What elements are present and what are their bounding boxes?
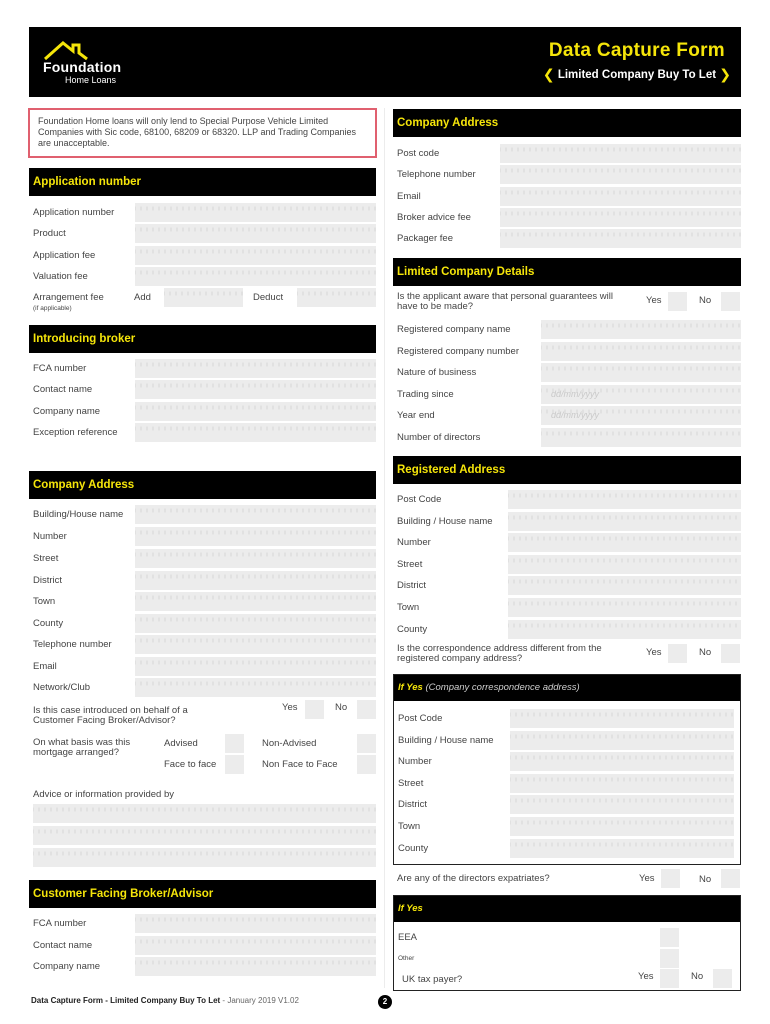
form-row xyxy=(394,817,740,837)
form-row xyxy=(393,320,741,340)
advice-label-row xyxy=(29,785,376,805)
form-row xyxy=(393,363,741,383)
email-input[interactable] xyxy=(135,657,376,676)
heading-note: (Company correspondence address) xyxy=(425,682,580,693)
county-input[interactable] xyxy=(135,614,376,633)
field-label: County xyxy=(398,843,429,854)
form-row xyxy=(393,144,741,164)
non-advised-checkbox[interactable] xyxy=(357,734,376,753)
form-row-application-fee xyxy=(29,246,376,266)
field-label: Year end xyxy=(397,410,435,421)
yes-label: Yes xyxy=(282,702,298,713)
page-subtitle xyxy=(543,66,731,83)
cfb-contact-input[interactable] xyxy=(135,936,376,955)
form-row xyxy=(393,342,741,362)
form-row-fca xyxy=(29,359,376,379)
nature-of-business-input[interactable] xyxy=(541,363,741,382)
question-label: On what basis was this mortgage arranged? xyxy=(33,737,131,758)
field-label: Post Code xyxy=(397,494,442,505)
town-input[interactable] xyxy=(135,592,376,611)
field-label: Exception reference xyxy=(33,427,118,438)
question-label: Is this case introduced on behalf of a Customer Facing Broker/Advisor? xyxy=(33,705,188,726)
expat-detail-panel xyxy=(393,895,741,991)
exception-reference-input[interactable] xyxy=(135,423,376,442)
arrangement-fee-deduct-input[interactable] xyxy=(297,288,376,307)
reg-county-input[interactable] xyxy=(508,620,741,639)
uk-tax-no-checkbox[interactable] xyxy=(713,969,732,988)
trading-since-input[interactable] xyxy=(541,385,741,404)
field-label: Number xyxy=(33,531,67,542)
field-label: Arrangement fee xyxy=(33,292,104,303)
eligibility-notice: Foundation Home loans will only lend to Special Purpose Vehicle Limited Companies with Sic code, 68100, 68209 or 68320. LLP and Trading Companies are unacceptable. xyxy=(28,108,377,158)
form-row xyxy=(29,571,376,591)
company-number-input[interactable] xyxy=(541,342,741,361)
brand-name: Foundation xyxy=(43,59,122,75)
uk-tax-label: UK tax payer? xyxy=(402,974,463,985)
advice-line-2-input[interactable] xyxy=(33,826,376,845)
chevron-left-icon: ❮ xyxy=(542,66,555,82)
field-label: Contact name xyxy=(33,384,93,395)
section-heading-company-address-right: Company Address xyxy=(393,109,741,137)
number-input[interactable] xyxy=(135,527,376,546)
field-label: Registered company number xyxy=(397,346,519,357)
field-label: Registered company name xyxy=(397,324,511,335)
date-placeholder: dd/mm/yyyy xyxy=(551,389,600,399)
form-row xyxy=(394,752,740,772)
form-row xyxy=(29,936,376,956)
non-advised-label: Non-Advised xyxy=(262,738,317,749)
field-label: District xyxy=(33,575,63,586)
section-heading-company-address-left: Company Address xyxy=(29,471,376,499)
field-label: Building / House name xyxy=(398,735,494,746)
broker-fca-input[interactable] xyxy=(135,359,376,378)
reg-district-input[interactable] xyxy=(508,576,741,595)
face-to-face-label: Face to face xyxy=(164,759,217,770)
form-row xyxy=(393,428,741,448)
field-label: Company name xyxy=(33,961,101,972)
street-input[interactable] xyxy=(135,549,376,568)
section-heading-introducing-broker: Introducing broker xyxy=(29,325,376,353)
field-label: Contact name xyxy=(33,940,93,951)
uk-tax-row xyxy=(394,969,740,989)
section-heading-customer-facing: Customer Facing Broker/Advisor xyxy=(29,880,376,908)
guarantee-yes-checkbox[interactable] xyxy=(668,292,687,311)
reg-number-input[interactable] xyxy=(508,533,741,552)
field-label: Building / House name xyxy=(397,516,493,527)
footer-title: Data Capture Form - Limited Company Buy To Let xyxy=(31,996,221,1005)
field-label: Valuation fee xyxy=(33,271,88,282)
form-row-product xyxy=(29,224,376,244)
cfb-yes-checkbox[interactable] xyxy=(305,700,324,719)
broker-company-input[interactable] xyxy=(135,402,376,421)
field-label: Building/House name xyxy=(33,509,124,520)
field-label: Number xyxy=(398,756,432,767)
field-label: Street xyxy=(397,559,423,570)
form-row xyxy=(393,533,741,553)
field-label: County xyxy=(397,624,428,635)
deduct-label: Deduct xyxy=(253,292,284,303)
form-row xyxy=(394,774,740,794)
other-row xyxy=(394,949,740,969)
number-of-directors-input[interactable] xyxy=(541,428,741,447)
corr-number-input[interactable] xyxy=(510,752,734,771)
correspondence-yes-checkbox[interactable] xyxy=(668,644,687,663)
form-row xyxy=(393,385,741,405)
face-to-face-checkbox[interactable] xyxy=(225,755,244,774)
field-label: Town xyxy=(397,602,420,613)
advice-label: Advice or information provided by xyxy=(33,789,174,800)
column-divider xyxy=(384,108,385,988)
field-label: District xyxy=(398,799,428,810)
form-row xyxy=(29,914,376,934)
correspondence-address-panel xyxy=(393,674,741,865)
field-label: Network/Club xyxy=(33,682,91,693)
application-number-input[interactable] xyxy=(135,203,376,222)
field-label: County xyxy=(33,618,64,629)
basis-question-row xyxy=(29,734,376,774)
chevron-right-icon: ❯ xyxy=(719,66,731,82)
form-row xyxy=(393,512,741,532)
reg-building-input[interactable] xyxy=(508,512,741,531)
page-title: Data Capture Form xyxy=(548,40,725,61)
section-heading-limited-company: Limited Company Details xyxy=(393,258,741,286)
form-row xyxy=(393,187,741,207)
telephone-input[interactable] xyxy=(500,165,741,184)
advice-line-3-input[interactable] xyxy=(33,848,376,867)
non-face-to-face-label: Non Face to Face xyxy=(262,759,338,770)
form-row-valuation-fee xyxy=(29,267,376,287)
broker-advice-fee-input[interactable] xyxy=(500,208,741,227)
yes-label: Yes xyxy=(646,647,662,658)
right-column xyxy=(393,109,741,989)
advice-line-1-input[interactable] xyxy=(33,804,376,823)
section-heading-application: Application number xyxy=(29,168,376,196)
cfb-fca-input[interactable] xyxy=(135,914,376,933)
arrangement-fee-add-input[interactable] xyxy=(164,288,243,307)
correspondence-question-row xyxy=(393,642,741,668)
field-label: Post Code xyxy=(398,713,443,724)
question-label: Is the applicant aware that personal guarantees will have to be made? xyxy=(397,291,613,312)
field-label: Town xyxy=(33,596,56,607)
date-placeholder: dd/mm/yyyy xyxy=(551,410,600,420)
company-name-input[interactable] xyxy=(541,320,741,339)
footer xyxy=(31,996,299,1005)
form-row xyxy=(29,592,376,612)
no-label: No xyxy=(699,295,712,306)
eea-row xyxy=(394,928,740,948)
field-label: Post code xyxy=(397,148,440,159)
field-label: Product xyxy=(33,228,66,239)
logo xyxy=(43,39,133,89)
form-row xyxy=(29,505,376,525)
field-label: Packager fee xyxy=(397,233,453,244)
application-fee-input[interactable] xyxy=(135,246,376,265)
form-row xyxy=(393,620,741,640)
advised-label: Advised xyxy=(164,738,198,749)
uk-tax-yes-checkbox[interactable] xyxy=(660,969,679,988)
field-label: Town xyxy=(398,821,421,832)
section-heading-correspondence xyxy=(394,675,740,701)
form-row xyxy=(29,527,376,547)
no-label: No xyxy=(691,971,704,982)
page-number: 2 xyxy=(378,995,392,1009)
cfb-question-row xyxy=(29,700,376,728)
product-input[interactable] xyxy=(135,224,376,243)
valuation-fee-input[interactable] xyxy=(135,267,376,286)
form-row xyxy=(29,635,376,655)
no-label: No xyxy=(699,647,712,658)
field-label: Telephone number xyxy=(33,639,112,650)
form-row xyxy=(393,229,741,249)
form-row xyxy=(393,165,741,185)
corr-building-input[interactable] xyxy=(510,731,734,750)
reg-town-input[interactable] xyxy=(508,598,741,617)
field-label: Company name xyxy=(33,406,101,417)
brand-sub: Home Loans xyxy=(65,75,117,85)
form-row xyxy=(29,957,376,977)
field-label: FCA number xyxy=(33,918,87,929)
field-label: Telephone number xyxy=(397,169,476,180)
field-label: Nature of business xyxy=(397,367,477,378)
form-row xyxy=(29,678,376,698)
advised-checkbox[interactable] xyxy=(225,734,244,753)
form-row-application-number xyxy=(29,203,376,223)
field-label: FCA number xyxy=(33,363,87,374)
email-input[interactable] xyxy=(500,187,741,206)
district-input[interactable] xyxy=(135,571,376,590)
question-label: Are any of the directors expatriates? xyxy=(397,873,550,884)
correspondence-no-checkbox[interactable] xyxy=(721,644,740,663)
form-row xyxy=(393,555,741,575)
corr-street-input[interactable] xyxy=(510,774,734,793)
if-yes-label: If Yes xyxy=(398,682,423,693)
field-label: Number xyxy=(397,537,431,548)
other-label: Other xyxy=(398,955,415,962)
guarantee-question-row xyxy=(393,290,741,316)
reg-street-input[interactable] xyxy=(508,555,741,574)
form-row-arrangement-fee xyxy=(29,288,376,316)
question-label: Is the correspondence address different from the registered company address? xyxy=(397,643,602,664)
field-label: Application number xyxy=(33,207,115,218)
corr-county-input[interactable] xyxy=(510,839,734,858)
field-label: Street xyxy=(398,778,424,789)
field-label: Street xyxy=(33,553,59,564)
eea-label: EEA xyxy=(398,932,418,943)
yes-label: Yes xyxy=(646,295,662,306)
packager-fee-input[interactable] xyxy=(500,229,741,248)
corr-town-input[interactable] xyxy=(510,817,734,836)
form-row xyxy=(394,839,740,859)
reg-postcode-input[interactable] xyxy=(508,490,741,509)
expat-yes-checkbox[interactable] xyxy=(661,869,680,888)
cfb-company-input[interactable] xyxy=(135,957,376,976)
postcode-input[interactable] xyxy=(500,144,741,163)
form-row xyxy=(29,657,376,677)
expat-no-checkbox[interactable] xyxy=(721,869,740,888)
left-column xyxy=(29,168,376,998)
field-label: Trading since xyxy=(397,389,454,400)
cfb-no-checkbox[interactable] xyxy=(357,700,376,719)
corr-district-input[interactable] xyxy=(510,795,734,814)
subtitle-text: Limited Company Buy To Let xyxy=(557,69,717,81)
form-row-contact xyxy=(29,380,376,400)
field-label: Email xyxy=(33,661,57,672)
broker-contact-input[interactable] xyxy=(135,380,376,399)
expat-question-row xyxy=(393,869,741,889)
field-label: Broker advice fee xyxy=(397,212,471,223)
field-label: Email xyxy=(397,191,421,202)
form-row xyxy=(394,795,740,815)
section-heading-registered-address: Registered Address xyxy=(393,456,741,484)
form-row xyxy=(393,490,741,510)
form-row xyxy=(29,549,376,569)
yes-label: Yes xyxy=(639,873,655,884)
no-label: No xyxy=(699,874,712,885)
form-row xyxy=(394,709,740,729)
house-roof-icon xyxy=(43,39,89,61)
footer-version: - January 2019 V1.02 xyxy=(220,996,299,1005)
other-checkbox[interactable] xyxy=(660,949,679,968)
form-row-exception xyxy=(29,423,376,443)
non-face-to-face-checkbox[interactable] xyxy=(357,755,376,774)
section-heading-expat: If Yes xyxy=(394,896,740,922)
guarantee-no-checkbox[interactable] xyxy=(721,292,740,311)
field-label: Application fee xyxy=(33,250,96,261)
telephone-input[interactable] xyxy=(135,635,376,654)
network-club-input[interactable] xyxy=(135,678,376,697)
form-row-company xyxy=(29,402,376,422)
corr-postcode-input[interactable] xyxy=(510,709,734,728)
field-label: District xyxy=(397,580,427,591)
eea-checkbox[interactable] xyxy=(660,928,679,947)
yes-label: Yes xyxy=(638,971,654,982)
building-name-input[interactable] xyxy=(135,505,376,524)
field-note: (if applicable) xyxy=(33,305,72,312)
field-label: Number of directors xyxy=(397,432,481,443)
form-row xyxy=(393,406,741,426)
form-row xyxy=(393,576,741,596)
year-end-input[interactable] xyxy=(541,406,741,425)
form-row xyxy=(394,731,740,751)
header-banner xyxy=(29,27,741,97)
no-label: No xyxy=(335,702,348,713)
form-row xyxy=(393,598,741,618)
form-row xyxy=(393,208,741,228)
form-row xyxy=(29,614,376,634)
add-label: Add xyxy=(134,292,151,303)
